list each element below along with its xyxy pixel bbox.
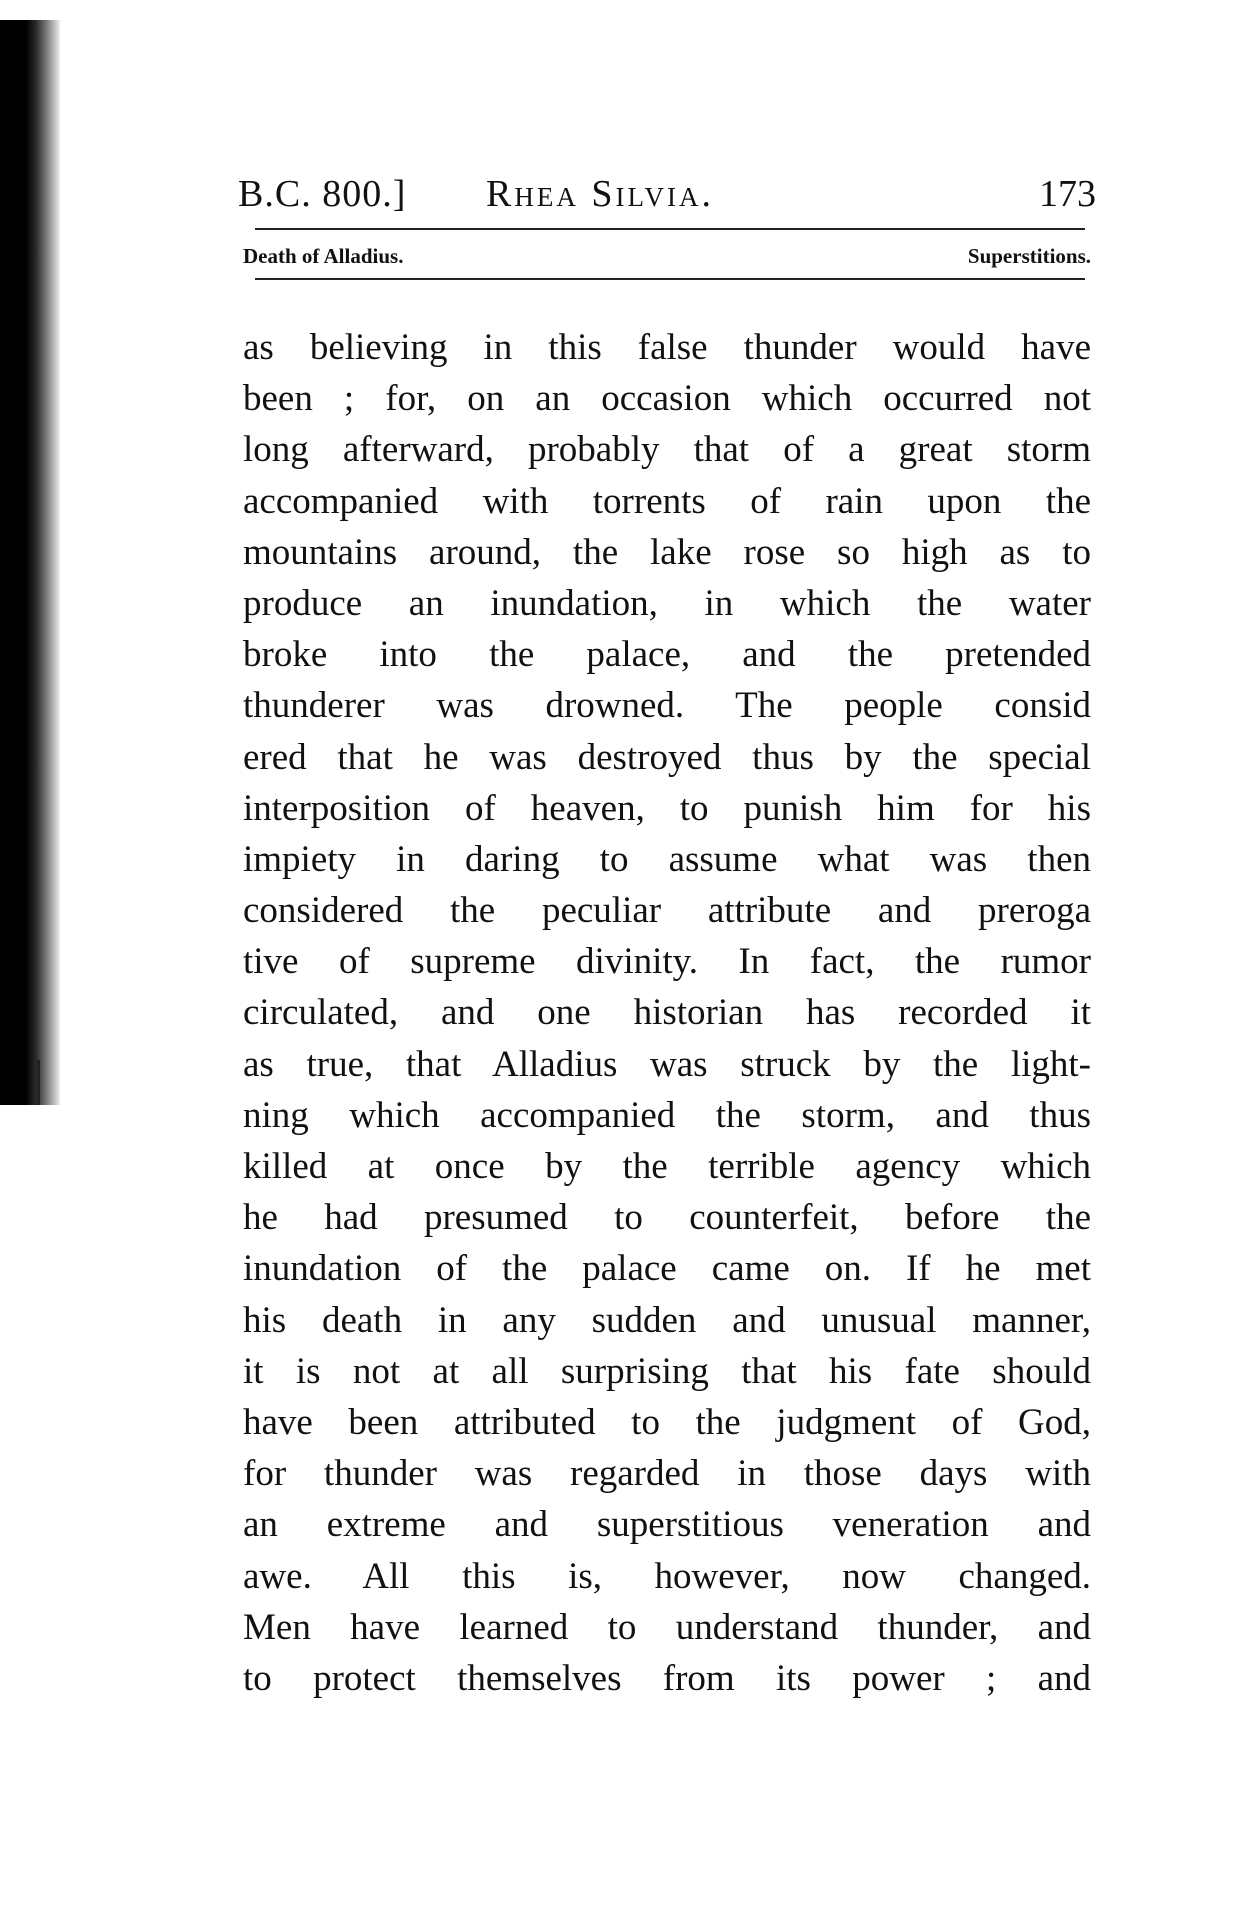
text-line: his death in any sudden and unusual manner, (243, 1299, 1091, 1341)
running-head (238, 172, 1096, 218)
text-line: thunderer was drowned. The people consid (243, 685, 1091, 727)
body-text (243, 322, 1091, 1704)
text-line: awe. All this is, however, now changed. (243, 1555, 1091, 1597)
running-head-title: Rhea Silvia. (486, 173, 714, 215)
text-line: accompanied with torrents of rain upon the (243, 480, 1091, 522)
text-line: circulated, and one historian has recorded it (243, 992, 1091, 1034)
marginal-subheads (243, 244, 1091, 272)
text-line: considered the peculiar attribute and preroga (243, 890, 1091, 932)
text-line: to protect themselves from its power ; and (243, 1657, 1091, 1699)
text-line: Men have learned to understand thunder, and (243, 1606, 1091, 1648)
text-line: as true, that Alladius was struck by the light- (243, 1043, 1091, 1085)
running-head-date: B.C. 800.] (238, 173, 407, 215)
text-line: inundation of the palace came on. If he met (243, 1248, 1091, 1290)
header-rule (255, 228, 1085, 230)
text-line: it is not at all surprising that his fate should (243, 1350, 1091, 1392)
text-line: an extreme and superstitious veneration and (243, 1504, 1091, 1546)
text-line: ered that he was destroyed thus by the special (243, 736, 1091, 778)
text-line: impiety in daring to assume what was then (243, 838, 1091, 880)
text-line: tive of supreme divinity. In fact, the rumor (243, 941, 1091, 983)
text-line: interposition of heaven, to punish him for his (243, 787, 1091, 829)
subhead-rule (255, 278, 1085, 280)
text-line: mountains around, the lake rose so high as to (243, 531, 1091, 573)
subhead-left: Death of Alladius. (243, 244, 404, 268)
text-line: as believing in this false thunder would have (243, 327, 1091, 368)
text-line: ning which accompanied the storm, and thus (243, 1094, 1091, 1136)
subhead-right: Superstitions. (967, 244, 1091, 268)
text-line: produce an inundation, in which the water (243, 582, 1091, 624)
text-line: killed at once by the terrible agency which (243, 1146, 1091, 1187)
page-number: 173 (1039, 173, 1096, 215)
text-line: broke into the palace, and the pretended (243, 634, 1091, 676)
text-line: been ; for, on an occasion which occurred not (243, 378, 1091, 420)
text-line: long afterward, probably that of a great storm (243, 429, 1091, 471)
text-line: he had presumed to counterfeit, before the (243, 1197, 1091, 1239)
text-line: for thunder was regarded in those days with (243, 1453, 1091, 1495)
text-line: have been attributed to the judgment of God, (243, 1401, 1091, 1443)
scan-gutter-mark (37, 1060, 40, 1105)
scan-gutter-shadow (0, 20, 60, 1105)
